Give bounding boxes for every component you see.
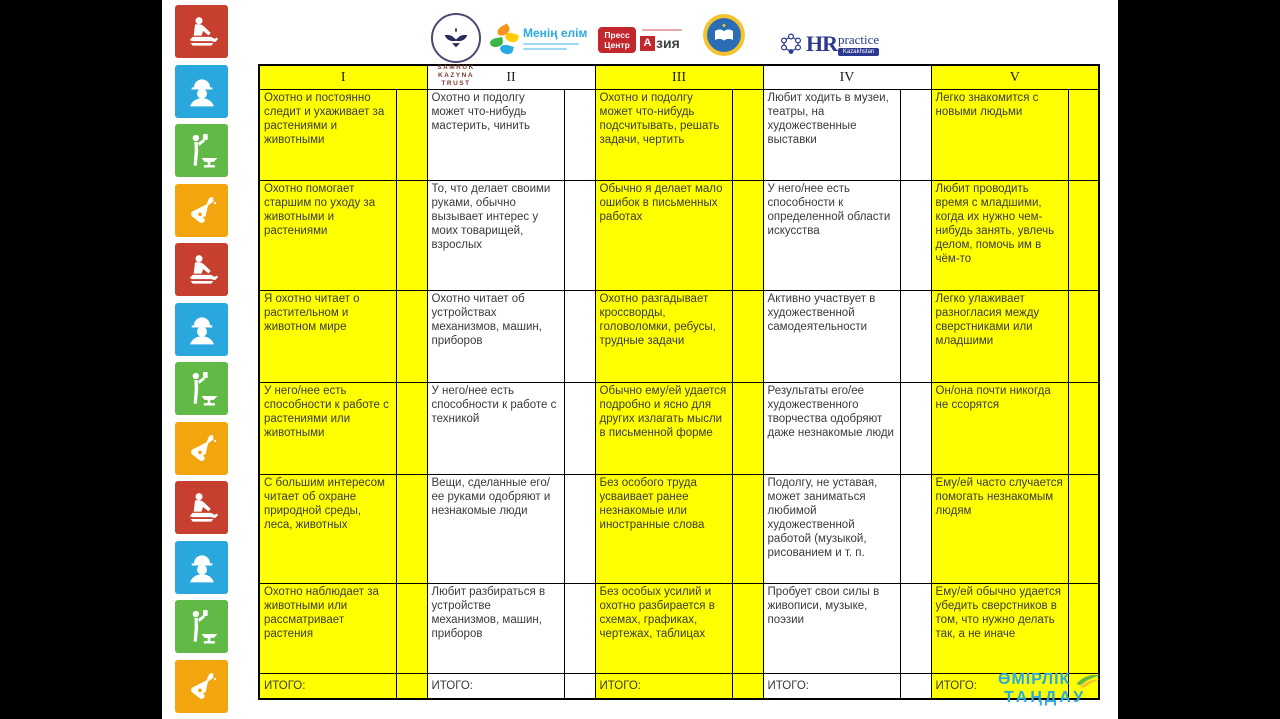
- score-cell: [900, 291, 931, 383]
- samruk-eagle-icon: [431, 13, 481, 63]
- kazakhstan-badge: Kazakhstan: [838, 48, 879, 56]
- asia-wordmark: А зия: [640, 29, 680, 51]
- score-cell: [1068, 181, 1099, 291]
- craftsman-icon: [175, 5, 228, 58]
- score-cell: [732, 584, 763, 674]
- score-cell: [564, 475, 595, 584]
- score-cell: [732, 90, 763, 181]
- score-cell: [900, 383, 931, 475]
- score-cell: [900, 475, 931, 584]
- hr-practice-logo: [778, 31, 879, 57]
- builder-icon: [175, 303, 228, 356]
- score-cell: [732, 383, 763, 475]
- statement-cell: Он/она почти никогда не ссорятся: [931, 383, 1068, 475]
- score-cell: [396, 475, 427, 584]
- score-cell: [396, 181, 427, 291]
- score-cell: [564, 383, 595, 475]
- score-cell: [900, 90, 931, 181]
- score-cell: [564, 90, 595, 181]
- samruk-kazyna-trust-logo: [426, 13, 486, 88]
- score-cell: [1068, 90, 1099, 181]
- statement-cell: Охотно разгадывает кроссворды, головоломки, ребусы, трудные задачи: [595, 291, 732, 383]
- score-cell: [396, 90, 427, 181]
- statement-cell: Пробует свои силы в живописи, музыке, поэзии: [763, 584, 900, 674]
- open-book-emblem-icon: [702, 13, 746, 57]
- samruk-caption: SAMRUK KAZYNA TRUST: [437, 64, 475, 88]
- score-cell: [396, 584, 427, 674]
- colorful-birds-icon: [488, 26, 518, 58]
- press-center-asia-logo: [598, 27, 680, 53]
- education-emblem-logo: [702, 13, 746, 62]
- blacksmith-icon: [175, 124, 228, 177]
- omirlik-tandau-logo: [998, 671, 1118, 708]
- profession-icon-rail: [175, 5, 228, 713]
- score-cell: [564, 584, 595, 674]
- statement-cell: Охотно наблюдает за животными или рассматривает растения: [259, 584, 396, 674]
- letterbox-right: [1118, 0, 1280, 719]
- statement-cell: Ему/ей часто случается помогать незнакомым людям: [931, 475, 1068, 584]
- statement-cell: Любит разбираться в устройстве механизмов, машин, приборов: [427, 584, 564, 674]
- total-label-cell: ИТОГО:: [595, 674, 732, 700]
- score-cell: [564, 181, 595, 291]
- score-cell: [1068, 584, 1099, 674]
- score-cell: [1068, 291, 1099, 383]
- score-cell: [900, 181, 931, 291]
- interest-survey-table: [258, 64, 1100, 700]
- statement-cell: Активно участвует в художественной самодеятельности: [763, 291, 900, 383]
- statement-cell: Подолгу, не уставая, может заниматься любимой художественной работой (музыкой, рисованием и т. п.: [763, 475, 900, 584]
- statement-cell: Любит ходить в музеи, театры, на художественные выставки: [763, 90, 900, 181]
- statement-cell: Любит проводить время с младшими, когда их нужно чем-нибудь занять, увлечь делом, помочь им в чём-то: [931, 181, 1068, 291]
- hr-wordmark: HR: [806, 31, 837, 56]
- column-header-III: III: [595, 65, 763, 90]
- total-label-cell: ИТОГО:: [259, 674, 396, 700]
- total-score-cell: [564, 674, 595, 700]
- molecule-icon: [778, 31, 804, 57]
- statement-cell: Легко улаживает разногласия между сверстниками или младшими: [931, 291, 1068, 383]
- total-score-cell: [732, 674, 763, 700]
- press-center-box: Пресс Центр: [598, 27, 636, 53]
- blacksmith-icon: [175, 600, 228, 653]
- statement-cell: Охотно помогает старшим по уходу за животными и растениями: [259, 181, 396, 291]
- statement-cell: Обычно ему/ей удается подробно и ясно для других излагать мысли в письменной форме: [595, 383, 732, 475]
- omirlik-text: ӨМІРЛІК: [998, 671, 1071, 688]
- statement-cell: У него/нее есть способности к работе с растениями или животными: [259, 383, 396, 475]
- statement-cell: Легко знакомится с новыми людьми: [931, 90, 1068, 181]
- total-label-cell: ИТОГО:: [763, 674, 900, 700]
- menin-elim-title: Менің елім: [523, 26, 588, 40]
- statement-cell: У него/нее есть способности к определенной области искусства: [763, 181, 900, 291]
- practice-wordmark: practice: [838, 32, 880, 47]
- slide: [162, 0, 1118, 719]
- asia-letter-block: А: [640, 36, 655, 51]
- column-header-I: I: [259, 65, 427, 90]
- column-header-IV: IV: [763, 65, 931, 90]
- score-cell: [396, 383, 427, 475]
- statement-cell: Охотно читает об устройствах механизмов, машин, приборов: [427, 291, 564, 383]
- menin-elim-subtext: [523, 43, 579, 45]
- craftsman-icon: [175, 481, 228, 534]
- total-score-cell: [396, 674, 427, 700]
- score-cell: [396, 291, 427, 383]
- score-cell: [1068, 383, 1099, 475]
- column-header-II: II: [427, 65, 595, 90]
- total-score-cell: [900, 674, 931, 700]
- score-cell: [900, 584, 931, 674]
- builder-icon: [175, 65, 228, 118]
- statement-cell: Вещи, сделанные его/ее руками одобряют и незнакомые люди: [427, 475, 564, 584]
- letterbox-left: [0, 0, 162, 719]
- total-label-cell: ИТОГО:: [427, 674, 564, 700]
- statement-cell: То, что делает своими руками, обычно вызывает интерес у моих товарищей, взрослых: [427, 181, 564, 291]
- total-label-cell: ИТОГО:: [931, 674, 1068, 700]
- score-cell: [732, 181, 763, 291]
- statement-cell: Охотно и подолгу может что-нибудь подсчитывать, решать задачи, чертить: [595, 90, 732, 181]
- statement-cell: Обычно я делает мало ошибок в письменных работах: [595, 181, 732, 291]
- statement-cell: С большим интересом читает об охране природной среды, леса, животных: [259, 475, 396, 584]
- statement-cell: Охотно и подолгу может что-нибудь мастерить, чинить: [427, 90, 564, 181]
- statement-cell: У него/нее есть способности к работе с техникой: [427, 383, 564, 475]
- statement-cell: Результаты его/ее художественного творчества одобряют даже незнакомые люди: [763, 383, 900, 475]
- chemistry-flask-icon: [175, 660, 228, 713]
- score-cell: [1068, 475, 1099, 584]
- score-cell: [732, 291, 763, 383]
- menin-elim-subtext: [523, 48, 567, 50]
- statement-cell: Я охотно читает о растительном и животном мире: [259, 291, 396, 383]
- score-cell: [564, 291, 595, 383]
- tandau-text: ТАҢДАУ: [1004, 689, 1087, 707]
- statement-cell: Без особого труда усваивает ранее незнакомые или иностранные слова: [595, 475, 732, 584]
- menin-elim-logo: [488, 26, 587, 58]
- builder-icon: [175, 541, 228, 594]
- column-header-V: V: [931, 65, 1099, 90]
- statement-cell: Ему/ей обычно удается убедить сверстников в том, что нужно делать так, а не иначе: [931, 584, 1068, 674]
- blacksmith-icon: [175, 362, 228, 415]
- chemistry-flask-icon: [175, 422, 228, 475]
- craftsman-icon: [175, 243, 228, 296]
- statement-cell: Без особых усилий и охотно разбирается в схемах, графиках, чертежах, таблицах: [595, 584, 732, 674]
- statement-cell: Охотно и постоянно следит и ухаживает за растениями и животными: [259, 90, 396, 181]
- score-cell: [732, 475, 763, 584]
- swoosh-icon: [1073, 671, 1103, 689]
- chemistry-flask-icon: [175, 184, 228, 237]
